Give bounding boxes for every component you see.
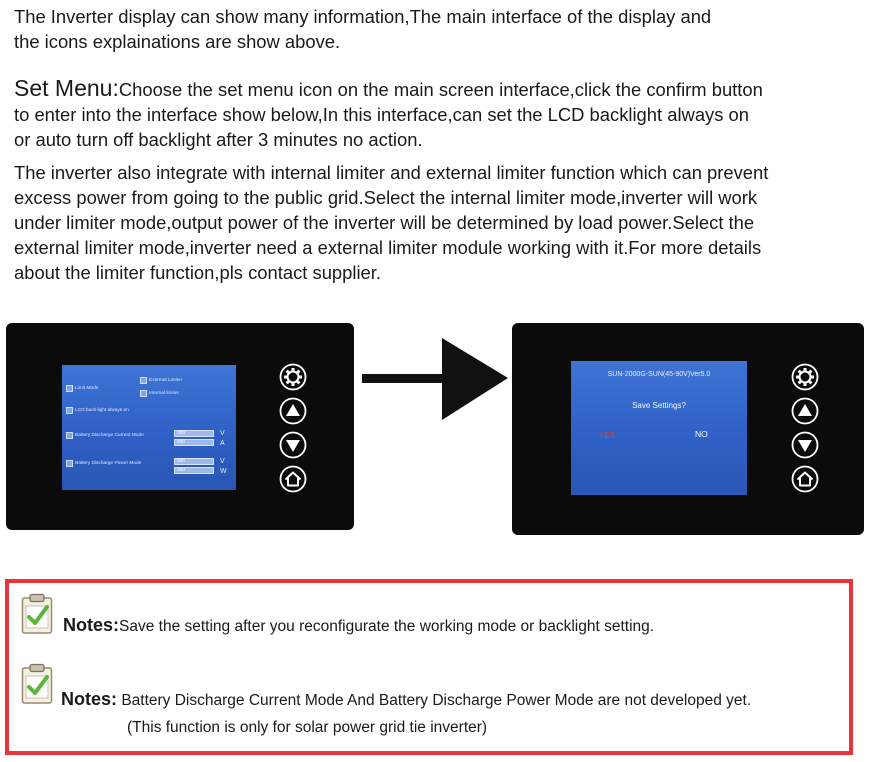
unit-v-2: V	[220, 458, 225, 465]
unit-v-1: V	[220, 430, 225, 437]
note-1-label: Notes:	[63, 615, 120, 635]
limiter-line-4: external limiter mode,inverter need a external limiter module working with it.For more details	[14, 237, 762, 258]
intro-line-1: The Inverter display can show many information,The main interface of the display and	[14, 6, 712, 27]
power-spinbox-2[interactable]: 000	[174, 467, 214, 474]
note-2	[61, 689, 751, 710]
settings-screen	[62, 365, 236, 490]
intro-paragraph	[14, 4, 711, 54]
set-menu-line-2: to enter into the interface show below,In this interface,can set the LCD backlight always on	[14, 104, 750, 125]
set-menu-line-1: Choose the set menu icon on the main screen interface,click the confirm button	[118, 79, 763, 100]
intro-line-2: the icons explainations are show above.	[14, 31, 341, 52]
internal-limiter-option[interactable]: Internal limiter	[140, 390, 179, 397]
limiter-line-1: The inverter also integrate with internal limiter and external limiter function which can prevent	[14, 162, 769, 183]
unit-a: A	[220, 440, 225, 447]
save-settings-prompt: Save Settings?	[632, 401, 686, 410]
right-arrow-icon	[362, 330, 508, 430]
clipboard-check-icon	[21, 593, 53, 635]
note-2-text: Battery Discharge Current Mode And Battery Discharge Power Mode are not developed yet.	[121, 692, 752, 709]
up-arrow-icon[interactable]	[279, 397, 307, 425]
set-menu-heading: Set Menu:	[14, 75, 119, 101]
no-option[interactable]: NO	[695, 429, 708, 439]
inverter-display-save	[512, 323, 864, 535]
model-version: SUN-2000G-SUN(45-90V)Ver5.0	[607, 371, 711, 378]
clipboard-check-icon	[21, 663, 53, 705]
current-spinbox-2[interactable]: 000	[174, 439, 214, 446]
battery-power-mode-option[interactable]: Battery Discharge Power Mode	[66, 460, 141, 467]
external-limiter-option[interactable]: External Limiter	[140, 377, 182, 384]
external-limiter-checkbox[interactable]	[140, 377, 147, 384]
set-menu-paragraph	[14, 76, 763, 152]
limiter-line-5: about the limiter function,pls contact supplier.	[14, 262, 381, 283]
hardware-buttons-left	[279, 363, 309, 499]
set-menu-line-3: or auto turn off backlight after 3 minutes no action.	[14, 129, 423, 150]
gear-icon[interactable]	[791, 363, 819, 391]
battery-current-mode-option[interactable]: Battery Discharge Current Mode	[66, 432, 144, 439]
limit-mode-checkbox[interactable]	[66, 385, 73, 392]
save-screen	[571, 361, 747, 495]
battery-power-checkbox[interactable]	[66, 460, 73, 467]
note-1-text: Save the setting after you reconfigurate the working mode or backlight setting.	[119, 618, 655, 635]
notes-box	[5, 579, 853, 755]
power-spinbox-1[interactable]: 000	[174, 458, 214, 465]
note-2-subtext: (This function is only for solar power grid tie inverter)	[127, 719, 488, 736]
down-arrow-icon[interactable]	[791, 431, 819, 459]
note-1	[63, 615, 654, 636]
current-spinbox-1[interactable]: 000	[174, 430, 214, 437]
battery-current-checkbox[interactable]	[66, 432, 73, 439]
limiter-line-2: excess power from going to the public grid.Select the internal limiter mode,inverter will work	[14, 187, 758, 208]
home-icon[interactable]	[279, 465, 307, 493]
lcd-backlight-option[interactable]: LCD back light always on	[66, 407, 129, 414]
unit-w: W	[220, 468, 227, 475]
gear-icon[interactable]	[279, 363, 307, 391]
internal-limiter-checkbox[interactable]	[140, 390, 147, 397]
up-arrow-icon[interactable]	[791, 397, 819, 425]
down-arrow-icon[interactable]	[279, 431, 307, 459]
note-2-label: Notes:	[61, 689, 118, 709]
home-icon[interactable]	[791, 465, 819, 493]
limiter-line-3: under limiter mode,output power of the inverter will be determined by load power.Select the	[14, 212, 755, 233]
hardware-buttons-right	[791, 363, 821, 499]
lcd-backlight-checkbox[interactable]	[66, 407, 73, 414]
limit-mode-option[interactable]: Limit Mode	[66, 385, 98, 392]
limiter-paragraph	[14, 160, 768, 285]
inverter-display-settings	[6, 323, 354, 530]
yes-option[interactable]: YES	[599, 431, 616, 440]
